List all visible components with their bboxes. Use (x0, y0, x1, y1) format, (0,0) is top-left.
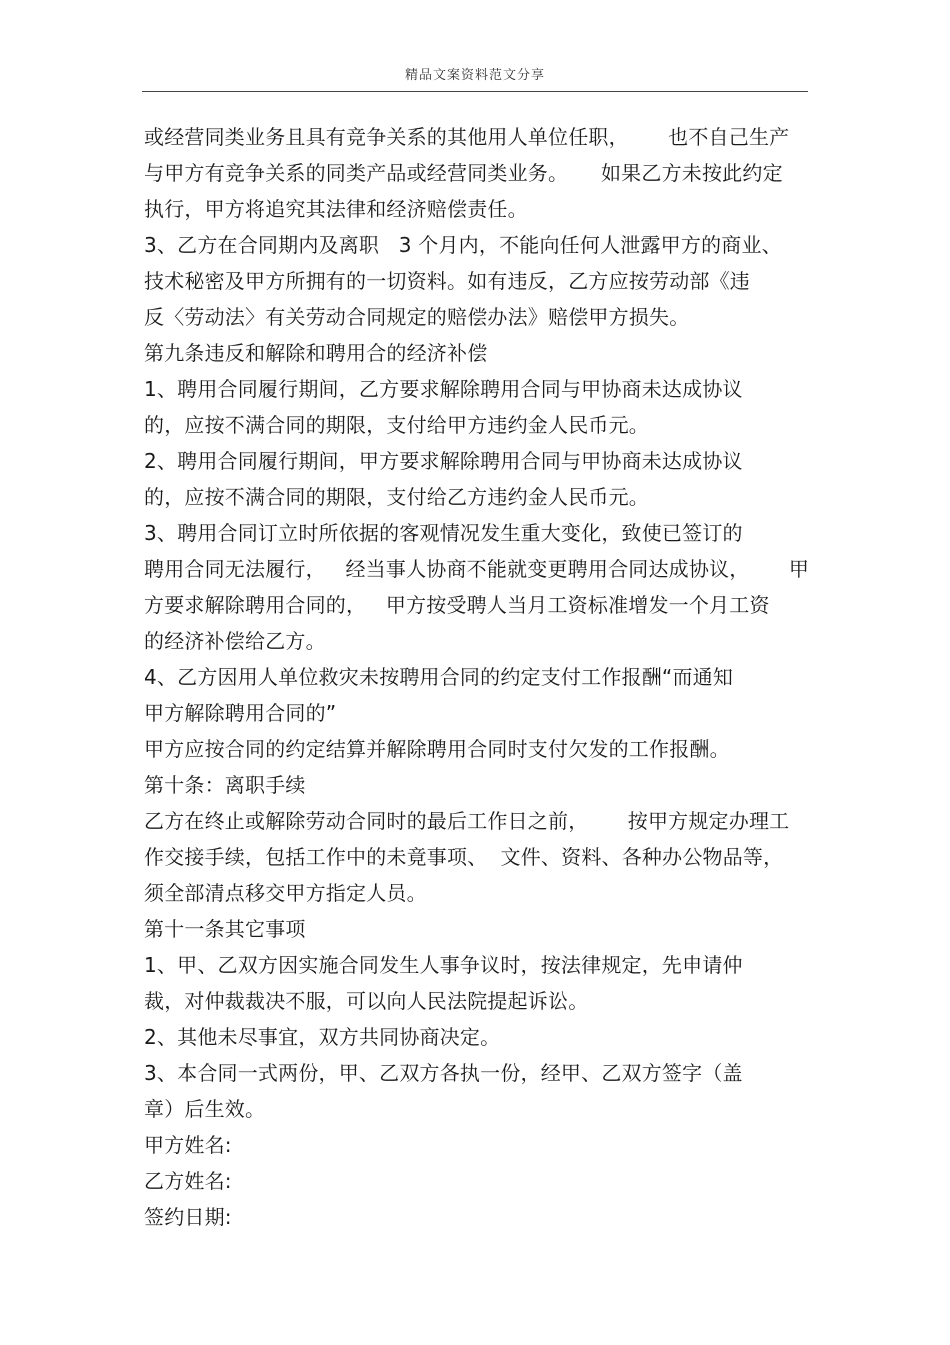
signing-date-field: 签约日期: (144, 1205, 232, 1229)
text-line: 乙方在终止或解除劳动合同时的最后工作日之前， 按甲方规定办理工 (144, 809, 790, 833)
text-line: 聘用合同无法履行， 经当事人协商不能就变更聘用合同达成协议， 甲 (144, 557, 810, 581)
section-heading: 第十一条其它事项 (144, 917, 306, 941)
text-line: 3、乙方在合同期内及离职 3 个月内，不能向任何人泄露甲方的商业、 (144, 233, 782, 257)
text-line: 甲方应按合同的约定结算并解除聘用合同时支付欠发的工作报酬。 (144, 737, 730, 761)
text-line: 裁，对仲裁裁决不服，可以向人民法院提起诉讼。 (144, 989, 589, 1013)
text-line: 甲方解除聘用合同的” (144, 701, 337, 725)
section-heading: 第九条违反和解除和聘用合的经济补偿 (144, 341, 488, 365)
signature-field-party-b: 乙方姓名: (144, 1169, 232, 1193)
text-line: 的，应按不满合同的期限，支付给甲方违约金人民币元。 (144, 413, 649, 437)
text-line: 方要求解除聘用合同的， 甲方按受聘人当月工资标准增发一个月工资 (144, 593, 770, 617)
section-heading: 第十条：离职手续 (144, 773, 306, 797)
text-line: 4、乙方因用人单位救灾未按聘用合同的约定支付工作报酬“而通知 (144, 665, 734, 689)
text-line: 的，应按不满合同的期限，支付给乙方违约金人民币元。 (144, 485, 649, 509)
text-line: 章）后生效。 (144, 1097, 266, 1121)
text-line: 须全部清点移交甲方指定人员。 (144, 881, 427, 905)
document-body (144, 119, 814, 1235)
header-divider (142, 91, 808, 92)
text-line: 反〈劳动法〉有关劳动合同规定的赔偿办法》赔偿甲方损失。 (144, 305, 690, 329)
page-header: 精品文案资料范文分享 (404, 68, 545, 83)
text-line: 2、其他未尽事宜，双方共同协商决定。 (144, 1025, 501, 1049)
text-line: 与甲方有竞争关系的同类产品或经营同类业务。 如果乙方未按此约定 (144, 161, 783, 185)
text-line: 3、本合同一式两份，甲、乙双方各执一份，经甲、乙双方签字（盖 (144, 1061, 743, 1085)
text-line: 3、聘用合同订立时所依据的客观情况发生重大变化，致使已签订的 (144, 521, 743, 545)
text-line: 2、聘用合同履行期间，甲方要求解除聘用合同与甲协商未达成协议 (144, 449, 743, 473)
text-line: 或经营同类业务且具有竞争关系的其他用人单位任职， 也不自己生产 (144, 125, 790, 149)
text-line: 1、聘用合同履行期间，乙方要求解除聘用合同与甲协商未达成协议 (144, 377, 743, 401)
text-line: 1、甲、乙双方因实施合同发生人事争议时，按法律规定，先申请仲 (144, 953, 743, 977)
text-line: 的经济补偿给乙方。 (144, 629, 326, 653)
text-line: 作交接手续，包括工作中的未竟事项、 文件、资料、各种办公物品等， (144, 845, 784, 869)
text-line: 执行，甲方将追究其法律和经济赔偿责任。 (144, 197, 528, 221)
signature-field-party-a: 甲方姓名: (144, 1133, 232, 1157)
text-line: 技术秘密及甲方所拥有的一切资料。如有违反，乙方应按劳动部《违 (144, 269, 750, 293)
